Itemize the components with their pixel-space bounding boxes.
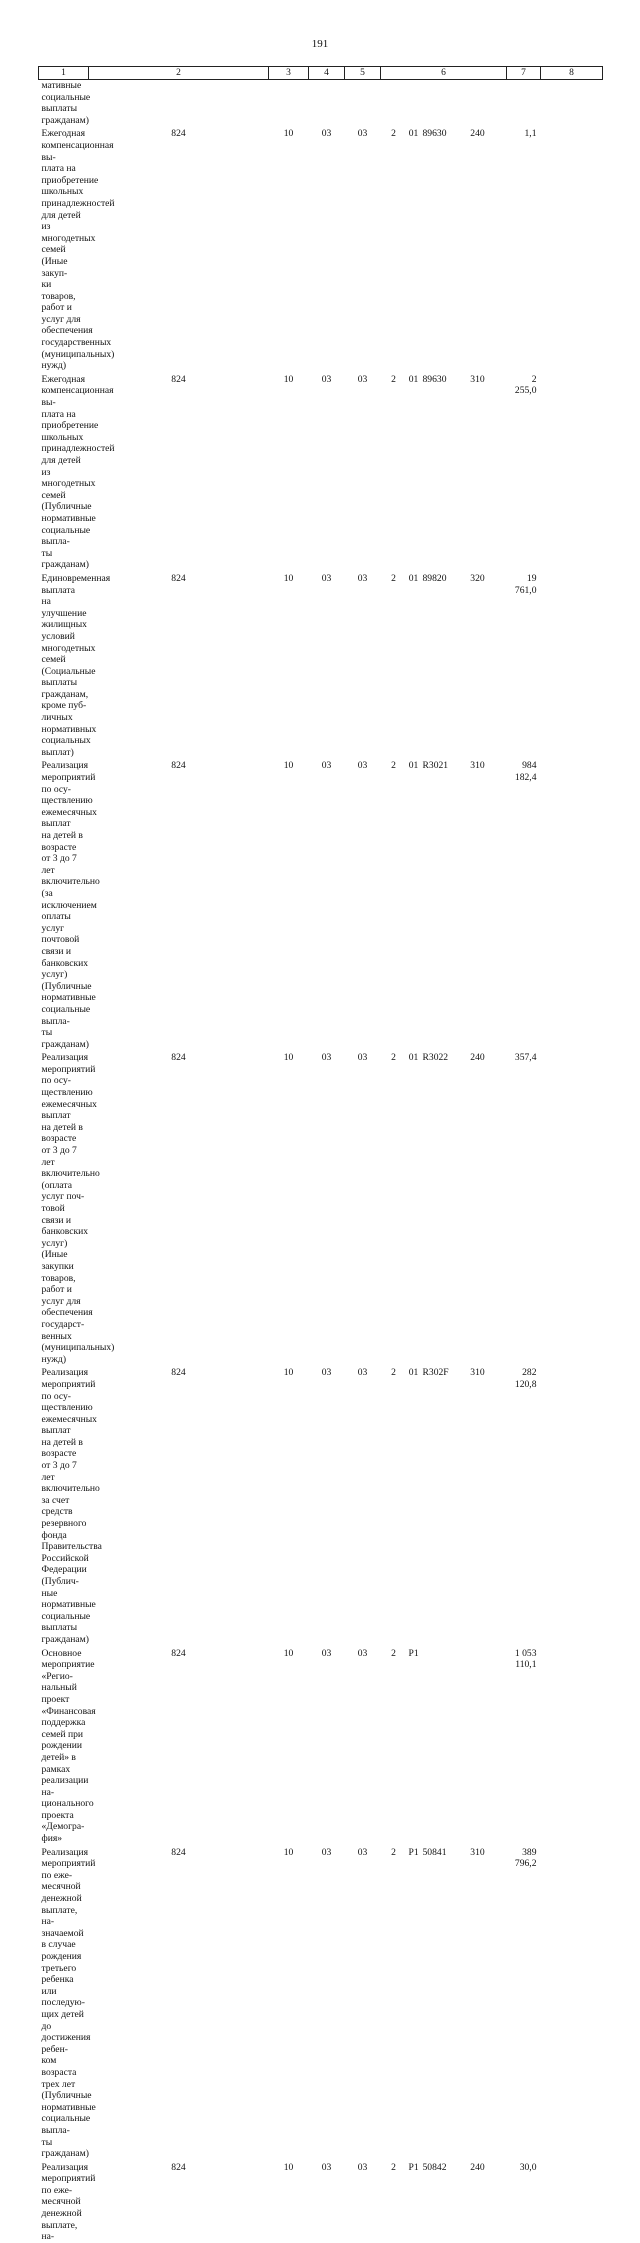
code-event: 01: [408, 1052, 419, 1064]
header-cell-5: 5: [345, 67, 381, 80]
code-event: P1: [408, 2161, 419, 2173]
row-description: Единовременная выплата на улучшение жилищных условий многодетных семей (Социальные выплаты гражданам, кроме пуб- личных нормативных социальных выплат): [41, 572, 111, 758]
code-program: 03: [357, 1647, 368, 1659]
code-subsection: 03: [321, 1647, 332, 1659]
code-section: 10: [283, 1052, 294, 1064]
code-ministry: 824: [171, 1647, 186, 1659]
code-event: 01: [408, 572, 419, 584]
amount: 2 255,0: [514, 373, 537, 397]
code-program: 03: [357, 128, 368, 140]
table-row: [39, 571, 603, 759]
code-ministry: 824: [171, 760, 186, 772]
code-direction: 89820: [422, 572, 447, 584]
table-row: [39, 758, 603, 1050]
code-section: 10: [283, 1647, 294, 1659]
code-program: 03: [357, 1846, 368, 1858]
table-row: [39, 372, 603, 571]
code-direction: R3021: [422, 760, 449, 772]
code-direction: 89630: [422, 128, 447, 140]
code-subsection: 03: [321, 572, 332, 584]
code-subprogram: 2: [391, 760, 396, 772]
code-subprogram: 2: [391, 128, 396, 140]
table-row: [39, 126, 603, 371]
code-program: 03: [357, 373, 368, 385]
table-body: [39, 80, 603, 2243]
code-section: 10: [283, 373, 294, 385]
code-subprogram: 2: [391, 1846, 396, 1858]
code-program: 03: [357, 1367, 368, 1379]
code-subprogram: [381, 80, 407, 127]
code-event: 01: [408, 128, 419, 140]
code-subsection: 03: [321, 1052, 332, 1064]
code-expense-type: 310: [470, 1367, 485, 1379]
page-number: 191: [311, 38, 329, 50]
table-row: [39, 1050, 603, 1365]
code-ministry: 824: [171, 1367, 186, 1379]
amount: 1,1: [524, 128, 537, 140]
amount: 19 761,0: [514, 572, 537, 596]
code-expense-type: 240: [470, 2161, 485, 2173]
code-expense-type: 320: [470, 572, 485, 584]
code-event: 01: [408, 1367, 419, 1379]
code-ministry: 824: [171, 373, 186, 385]
code-subprogram: 2: [391, 373, 396, 385]
code-program: 03: [357, 572, 368, 584]
code-direction: 50842: [422, 2161, 447, 2173]
code-subsection: 03: [321, 373, 332, 385]
code-expense-type: [449, 80, 507, 127]
code-expense-type: 310: [470, 373, 485, 385]
budget-table: [38, 66, 603, 2243]
code-subprogram: 2: [391, 2161, 396, 2173]
code-section: 10: [283, 572, 294, 584]
code-subsection: [309, 80, 345, 127]
table-row: [39, 1845, 603, 2160]
code-program: 03: [357, 1052, 368, 1064]
amount: [507, 80, 541, 127]
row-description: Основное мероприятие «Регио- нальный проект «Финансовая поддержка семей при рождении детей» в рамках реализации на- ционального проекта «Демогра- фия»: [41, 1647, 96, 1845]
amount: 30,0: [519, 2161, 537, 2173]
code-direction: [421, 1646, 449, 1845]
header-cell-2: 2: [89, 67, 269, 80]
code-direction: 50841: [422, 1846, 447, 1858]
header-cell-1: 1: [39, 67, 89, 80]
code-direction: R3022: [422, 1052, 449, 1064]
code-subsection: 03: [321, 1846, 332, 1858]
code-section: 10: [283, 1367, 294, 1379]
code-subprogram: 2: [391, 572, 396, 584]
amount: 282 120,8: [514, 1367, 537, 1390]
header-cell-4: 4: [309, 67, 345, 80]
code-expense-type: 310: [470, 760, 485, 772]
row-description: Реализация мероприятий по еже- месячной денежной выплате, на-: [41, 2161, 96, 2243]
code-event: 01: [408, 760, 419, 772]
code-expense-type: 240: [470, 128, 485, 140]
row-description: Реализация мероприятий по осу- ществлению ежемесячных выплат на детей в возрасте от 3 до 7 лет включительно за счет средств резервного фонда Правительства Российской Федерации (Публич- ные нормативные социальные выплаты гражданам): [41, 1367, 102, 1645]
code-expense-type: [449, 1646, 507, 1845]
code-expense-type: 310: [470, 1846, 485, 1858]
code-expense-type: 240: [470, 1052, 485, 1064]
code-ministry: 824: [171, 572, 186, 584]
header-cell-6: 6: [381, 67, 507, 80]
code-subprogram: 2: [391, 1367, 396, 1379]
code-ministry: [89, 80, 269, 127]
table-row: [39, 1365, 603, 1645]
code-direction: [421, 80, 449, 127]
table-row: [39, 2160, 603, 2243]
code-ministry: 824: [171, 128, 186, 140]
code-event: [407, 80, 421, 127]
code-section: 10: [283, 128, 294, 140]
header-cell-7: 7: [507, 67, 541, 80]
table-row: [39, 1646, 603, 1845]
header-cell-3: 3: [269, 67, 309, 80]
code-event: 01: [408, 373, 419, 385]
amount: 389 796,2: [514, 1846, 537, 1870]
code-ministry: 824: [171, 1052, 186, 1064]
code-event: P1: [408, 1846, 419, 1858]
code-ministry: 824: [171, 1846, 186, 1858]
row-description: мативные социальные выплаты гражданам): [41, 80, 91, 126]
code-section: 10: [283, 760, 294, 772]
code-subsection: 03: [321, 2161, 332, 2173]
code-subsection: 03: [321, 760, 332, 772]
row-description: Ежегодная компенсационная вы- плата на приобретение школьных принадлежностей для детей из многодетных семей (Публичные нормативные социальные выпла- ты гражданам): [41, 373, 115, 571]
code-section: 10: [283, 2161, 294, 2173]
code-event: P1: [408, 1647, 419, 1659]
code-subsection: 03: [321, 1367, 332, 1379]
amount: 984 182,4: [514, 760, 537, 784]
row-description: Реализация мероприятий по осу- ществлению ежемесячных выплат на детей в возрасте от 3 до 7 лет включительно (за исключением оплаты услуг почтовой связи и банковских услуг) (Публичные нормативные социальные выпла- ты гражданам): [41, 760, 100, 1050]
code-direction: 89630: [422, 373, 447, 385]
code-subprogram: 2: [391, 1647, 396, 1659]
row-description: Реализация мероприятий по осу- ществлению ежемесячных выплат на детей в возрасте от 3 до 7 лет включительно (оплата услуг поч- товой связи и банковских услуг) (Иные закупки товаров, работ и услуг для обеспечения государст- венных (муниципальных) нужд): [41, 1052, 115, 1365]
table-header: [39, 67, 603, 80]
code-section: [269, 80, 309, 127]
row-description: Ежегодная компенсационная вы- плата на приобретение школьных принадлежностей для детей из многодетных семей (Иные закуп- ки товаров, работ и услуг для обеспечения государственных (муниципальных) нужд): [41, 128, 115, 372]
code-ministry: 824: [171, 2161, 186, 2173]
code-program: 03: [357, 2161, 368, 2173]
amount: 357,4: [514, 1052, 537, 1064]
code-program: [345, 80, 381, 127]
code-subprogram: 2: [391, 1052, 396, 1064]
table-row: [39, 80, 603, 127]
header-cell-8: 8: [541, 67, 603, 80]
code-program: 03: [357, 760, 368, 772]
code-subsection: 03: [321, 128, 332, 140]
row-description: Реализация мероприятий по еже- месячной денежной выплате, на- значаемой в случае рождения третьего ребенка или последую- щих детей до достижения ребен- ком возраста трех лет (Публичные нормативные социальные выпла- ты гражданам): [41, 1846, 96, 2160]
code-direction: R302F: [422, 1367, 449, 1379]
code-section: 10: [283, 1846, 294, 1858]
amount: 1 053 110,1: [514, 1647, 537, 1671]
